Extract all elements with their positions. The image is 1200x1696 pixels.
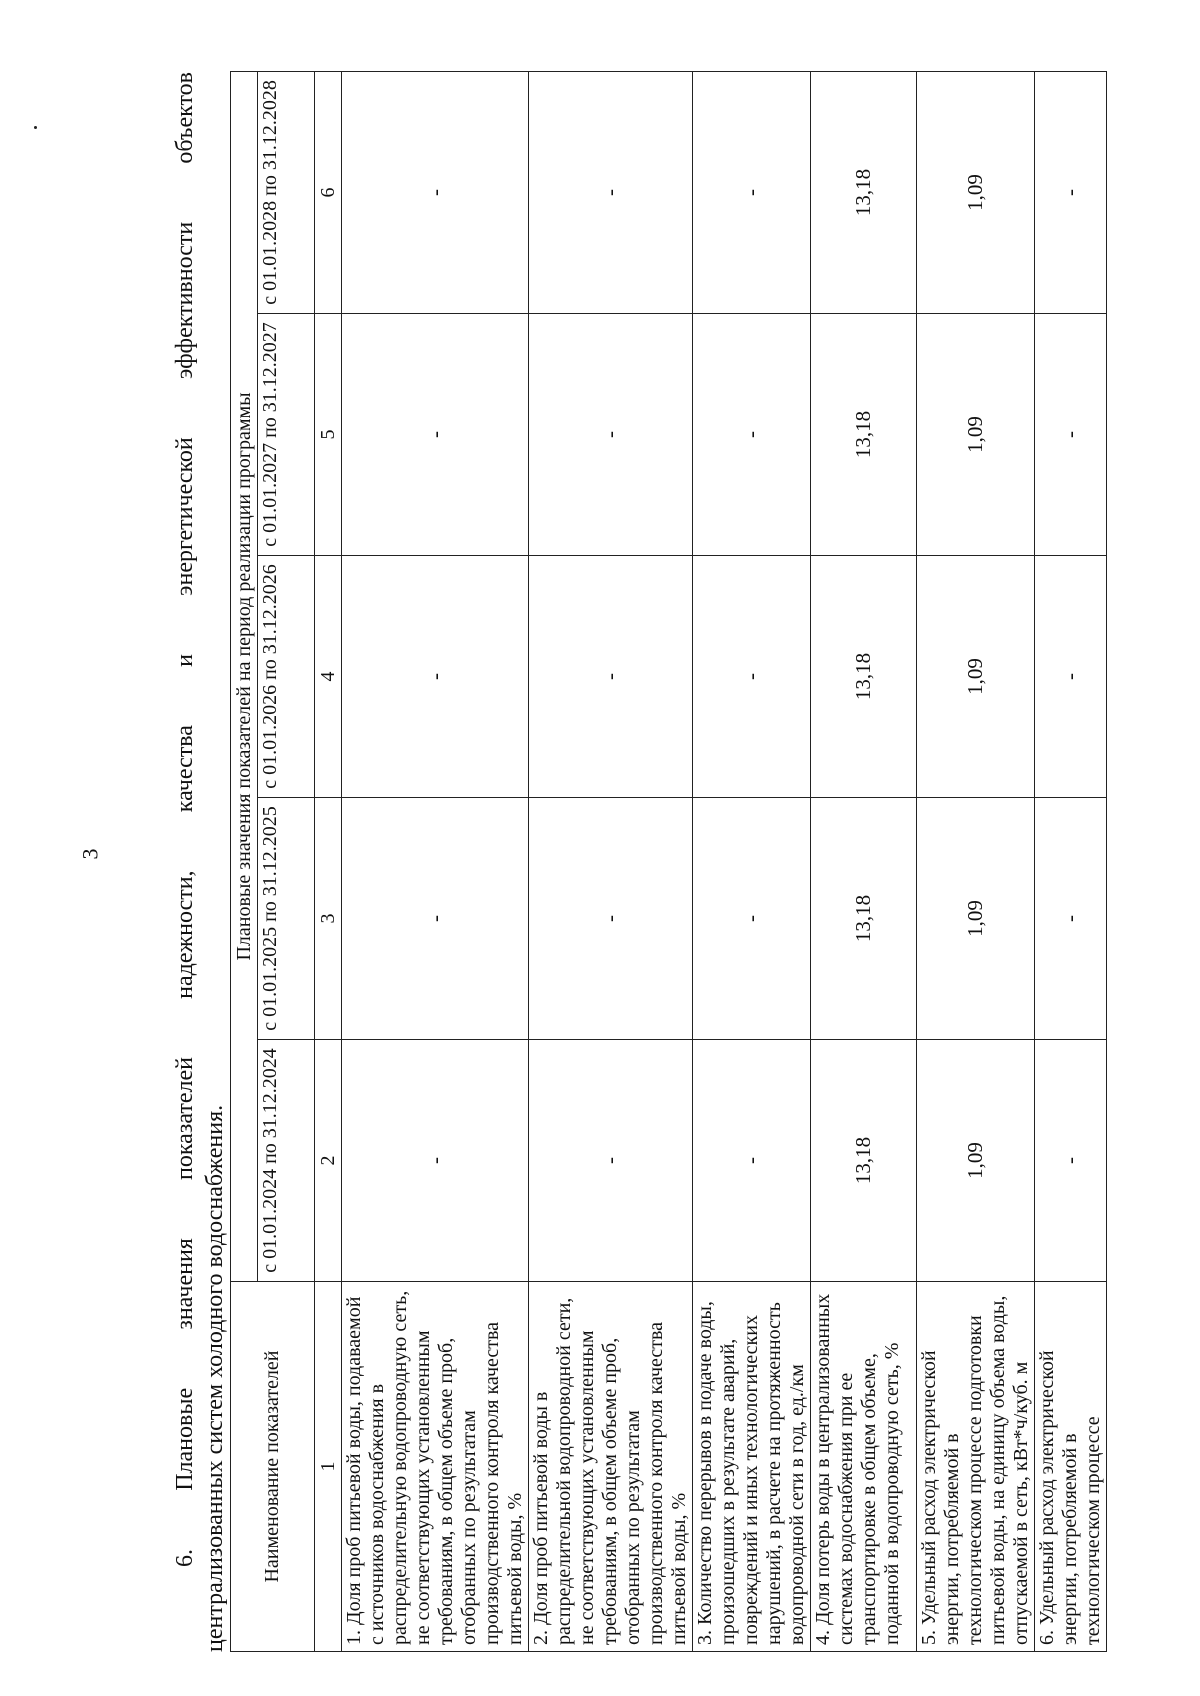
indicator-value: -: [529, 1040, 693, 1282]
column-number: 5: [315, 314, 342, 556]
section-heading: [170, 72, 230, 1652]
indicator-value: -: [1035, 314, 1107, 556]
period-header: с 01.01.2026 по 31.12.2026: [258, 556, 315, 798]
indicator-value: 1,09: [917, 1040, 1035, 1282]
scan-speck: [34, 126, 37, 129]
heading-line-2: централизованных систем холодного водоснабжения.: [202, 1104, 228, 1652]
heading-word: объектов: [172, 72, 198, 164]
column-number: 4: [315, 556, 342, 798]
indicator-value: -: [529, 556, 693, 798]
indicator-value: 1,09: [917, 71, 1035, 313]
period-header: с 01.01.2025 по 31.12.2025: [258, 798, 315, 1040]
indicator-name: 3. Количество перерывов в подаче воды, произошедших в результате аварий, повреждений и иных технологических нарушений, в расчете на протяженность водопроводной сети в год, ед./км: [693, 1282, 811, 1652]
heading-word: качества: [172, 725, 198, 813]
heading-word: Плановые: [172, 1387, 198, 1491]
indicator-value: 1,09: [917, 556, 1035, 798]
table-row: [342, 71, 529, 1651]
indicator-value: -: [1035, 798, 1107, 1040]
indicator-value: -: [342, 1040, 529, 1282]
column-number: 2: [315, 1040, 342, 1282]
table-row: [529, 71, 693, 1651]
indicator-value: 13,18: [811, 556, 917, 798]
name-column-header: Наименование показателей: [231, 1282, 315, 1652]
indicator-value: 13,18: [811, 71, 917, 313]
indicator-value: -: [342, 314, 529, 556]
indicator-value: -: [342, 556, 529, 798]
column-number: 6: [315, 71, 342, 313]
table-row: [917, 71, 1035, 1651]
indicator-value: -: [342, 798, 529, 1040]
heading-word: показателей: [172, 1057, 198, 1180]
indicator-value: 13,18: [811, 1040, 917, 1282]
period-header: с 01.01.2024 по 31.12.2024: [258, 1040, 315, 1282]
indicators-table: [230, 71, 1107, 1652]
table-row: [811, 71, 917, 1651]
heading-line-1: [170, 72, 200, 1652]
rotated-page-content: [170, 72, 1180, 1652]
indicator-value: 13,18: [811, 798, 917, 1040]
indicator-name: 6. Удельный расход электрической энергии, потребляемой в технологическом процессе: [1035, 1282, 1107, 1652]
indicator-name: 4. Доля потерь воды в централизованных системах водоснабжения при ее транспортировке в общем объеме, поданной в водопроводную сеть, %: [811, 1282, 917, 1652]
heading-word: 6.: [172, 1549, 198, 1567]
period-header: с 01.01.2027 по 31.12.2027: [258, 314, 315, 556]
indicator-name: 1. Доля проб питьевой воды, подаваемой с источников водоснабжения в распределительную водопроводную сеть, не соответствующих установленным требованиям, в общем объеме проб, отобранных по результатам производственного контроля качества питьевой воды, %: [342, 1282, 529, 1652]
indicator-value: -: [1035, 71, 1107, 313]
table-row: [1035, 71, 1107, 1651]
page-number: 3: [77, 848, 103, 860]
indicator-value: 13,18: [811, 314, 917, 556]
indicator-value: 1,09: [917, 798, 1035, 1040]
indicator-value: -: [693, 314, 811, 556]
planned-values-group-header: Плановые значения показателей на период реализации программы: [231, 71, 258, 1281]
heading-word: энергетической: [172, 437, 198, 596]
indicator-value: -: [693, 1040, 811, 1282]
heading-word: эффективности: [172, 221, 198, 380]
indicator-value: -: [693, 556, 811, 798]
indicator-name: 5. Удельный расход электрической энергии, потребляемой в технологическом процессе подготовки питьевой воды, на единицу объема воды, отпускаемой в сеть, кВт*ч/куб. м: [917, 1282, 1035, 1652]
indicator-value: -: [529, 798, 693, 1040]
column-number: 3: [315, 798, 342, 1040]
indicator-value: -: [342, 71, 529, 313]
indicator-name: 2. Доля проб питьевой воды в распределительной водопроводной сети, не соответствующих установленным требованиям, в общем объеме проб, отобранных по результатам производственного контроля качества питьевой воды, %: [529, 1282, 693, 1652]
indicator-value: -: [693, 798, 811, 1040]
indicator-value: -: [529, 71, 693, 313]
heading-word: и: [172, 654, 198, 667]
period-header: с 01.01.2028 по 31.12.2028: [258, 71, 315, 313]
indicator-value: -: [529, 314, 693, 556]
column-number: 1: [315, 1282, 342, 1652]
table-row: [693, 71, 811, 1651]
heading-word: надежности,: [172, 870, 198, 999]
indicator-value: -: [1035, 556, 1107, 798]
indicator-value: -: [1035, 1040, 1107, 1282]
indicator-value: 1,09: [917, 314, 1035, 556]
heading-word: значения: [172, 1238, 198, 1330]
indicator-value: -: [693, 71, 811, 313]
